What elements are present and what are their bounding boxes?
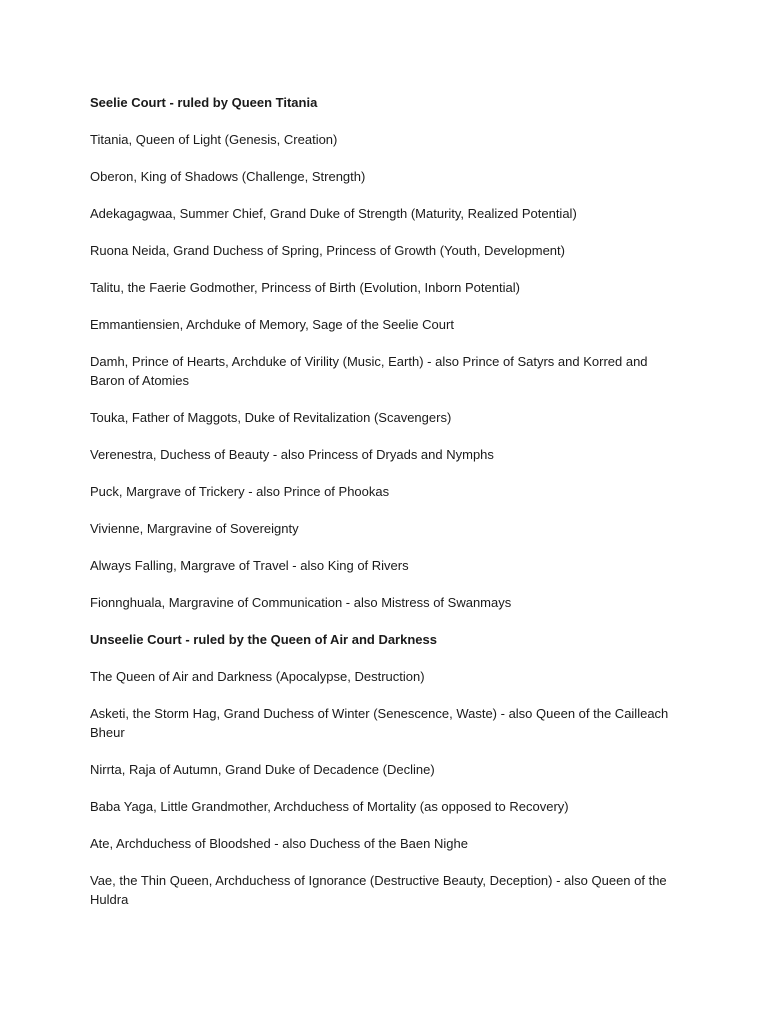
seelie-court-heading: Seelie Court - ruled by Queen Titania — [90, 95, 318, 110]
seelie-entry-always-falling: Always Falling, Margrave of Travel - also King of Rivers — [90, 558, 409, 573]
seelie-entry-touka: Touka, Father of Maggots, Duke of Revitalization (Scavengers) — [90, 410, 452, 425]
seelie-entry-ruona-neida: Ruona Neida, Grand Duchess of Spring, Princess of Growth (Youth, Development) — [90, 243, 565, 258]
seelie-entry-damh: Damh, Prince of Hearts, Archduke of Virility (Music, Earth) - also Prince of Satyrs and Korred and Baron of Atomies — [90, 354, 648, 388]
seelie-entry-adekagagwaa: Adekagagwaa, Summer Chief, Grand Duke of Strength (Maturity, Realized Potential) — [90, 206, 577, 221]
seelie-entry-verenestra: Verenestra, Duchess of Beauty - also Princess of Dryads and Nymphs — [90, 447, 494, 462]
seelie-entry-oberon: Oberon, King of Shadows (Challenge, Strength) — [90, 169, 366, 184]
seelie-entry-titania: Titania, Queen of Light (Genesis, Creation) — [90, 132, 338, 147]
seelie-entry-vivienne: Vivienne, Margravine of Sovereignty — [90, 521, 299, 536]
unseelie-entry-ate: Ate, Archduchess of Bloodshed - also Duchess of the Baen Nighe — [90, 836, 468, 851]
unseelie-entry-queen-air-darkness: The Queen of Air and Darkness (Apocalypse, Destruction) — [90, 669, 425, 684]
unseelie-entry-baba-yaga: Baba Yaga, Little Grandmother, Archduchess of Mortality (as opposed to Recovery) — [90, 799, 569, 814]
seelie-entry-puck: Puck, Margrave of Trickery - also Prince of Phookas — [90, 484, 390, 499]
seelie-entry-emmantiensien: Emmantiensien, Archduke of Memory, Sage of the Seelie Court — [90, 317, 454, 332]
unseelie-entry-nirrta: Nirrta, Raja of Autumn, Grand Duke of Decadence (Decline) — [90, 762, 435, 777]
unseelie-court-heading: Unseelie Court - ruled by the Queen of Air and Darkness — [90, 632, 437, 647]
unseelie-entry-vae: Vae, the Thin Queen, Archduchess of Ignorance (Destructive Beauty, Deception) - also Queen of the Huldra — [90, 873, 667, 907]
unseelie-entry-asketi: Asketi, the Storm Hag, Grand Duchess of Winter (Senescence, Waste) - also Queen of the Cailleach Bheur — [90, 706, 669, 740]
seelie-entry-talitu: Talitu, the Faerie Godmother, Princess of Birth (Evolution, Inborn Potential) — [90, 280, 520, 295]
seelie-entry-fionnghuala: Fionnghuala, Margravine of Communication - also Mistress of Swanmays — [90, 595, 512, 610]
